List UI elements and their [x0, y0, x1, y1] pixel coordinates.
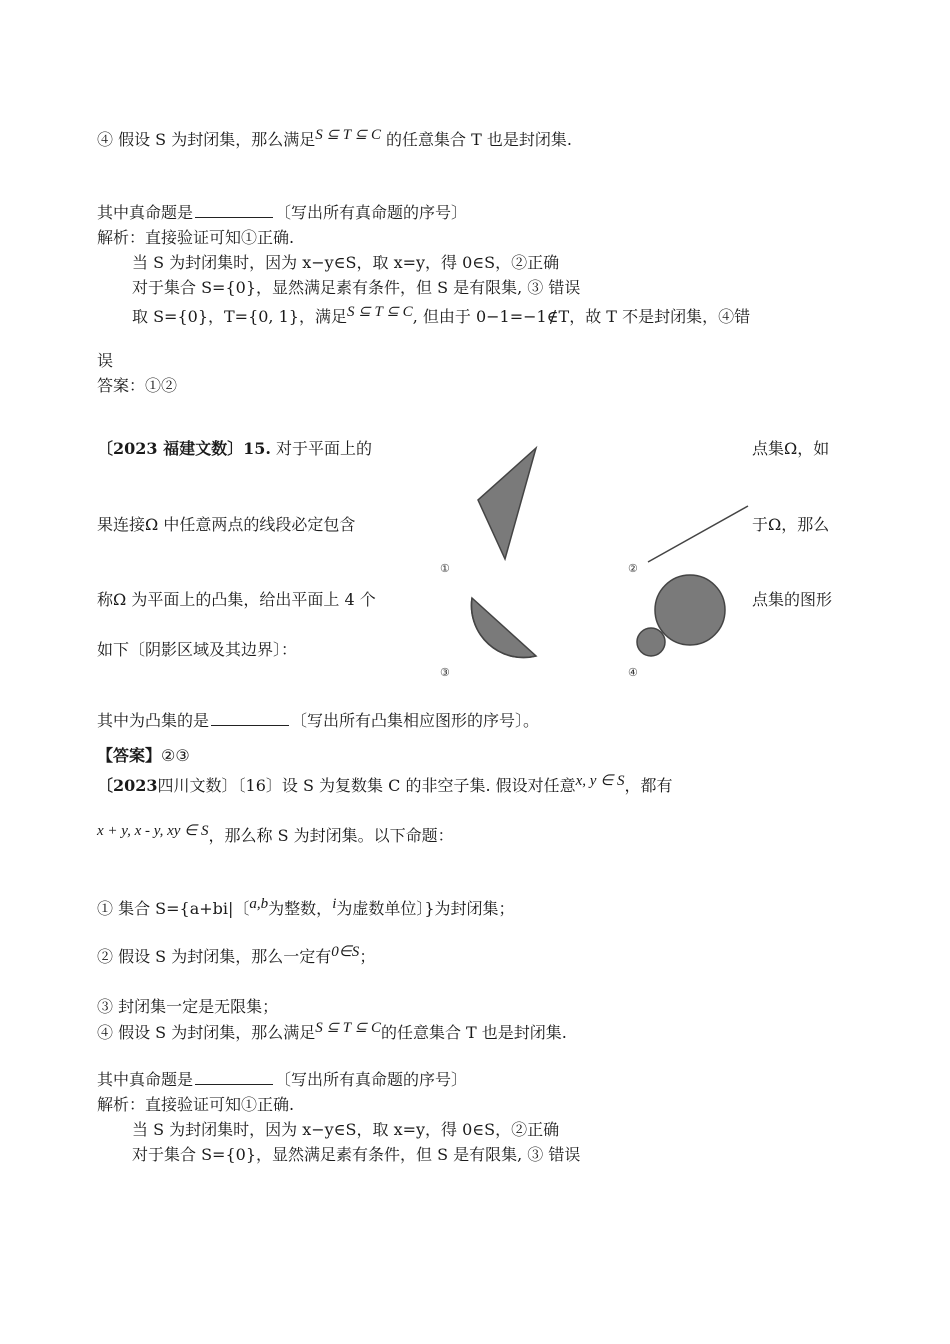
- analysis-line-2: 当 S 为封闭集时，因为 x−y∈S，取 x=y，得 0∈S，②正确: [132, 253, 560, 272]
- convex-set-figure: [430, 432, 750, 682]
- problem15-question: 其中为凸集的是 〔写出所有凸集相应图形的序号〕。: [97, 711, 540, 730]
- analysis-line-4-wrap: 误: [97, 351, 114, 370]
- item-4: [97, 129, 572, 152]
- problem16-analysis-2: 当 S 为封闭集时，因为 x−y∈S，取 x=y，得 0∈S，②正确: [132, 1120, 560, 1139]
- item-4-suffix: 的任意集合 T 也是封闭集.: [386, 130, 572, 149]
- analysis-line-4: 取 S={0}，T={0, 1}，满足S ⊆ T ⊆ C, 但由于 0−1=−1∉T，故 T 不是封闭集，④错: [132, 304, 751, 326]
- figure-2-segment: [648, 506, 748, 562]
- figure-2-label: ②: [628, 562, 638, 575]
- problem15-line2: 果连接Ω 中任意两点的线段必定包含: [97, 515, 356, 534]
- problem15-line1-right: 点集Ω，如: [752, 439, 830, 458]
- figure-3-label: ③: [440, 666, 450, 679]
- problem16-item-2: ② 假设 S 为封闭集，那么一定有0∈S；: [97, 944, 376, 966]
- problem16-header: 〔2023四川文数〕〔16〕设 S 为复数集 C 的非空子集. 假设对任意x, y ∈ S，都有: [97, 773, 673, 795]
- figure-4-large-circle: [655, 575, 725, 645]
- problem16-item-4: ④ 假设 S 为封闭集，那么满足S ⊆ T ⊆ C的任意集合 T 也是封闭集.: [97, 1020, 567, 1042]
- figure-4-label: ④: [628, 666, 638, 679]
- problem15-line4: 如下〔阴影区域及其边界〕：: [97, 640, 298, 659]
- figure-3-shape: [471, 598, 536, 658]
- analysis-line-3: 对于集合 S={0}，显然满足素有条件，但 S 是有限集, ③ 错误: [132, 278, 581, 297]
- answer-line: 答案：①②: [97, 376, 178, 395]
- figure-1-label: ①: [440, 562, 450, 575]
- problem16-analysis: 解析：直接验证可知①正确.: [97, 1095, 295, 1114]
- subset-chain-math: S ⊆ T ⊆ C: [315, 127, 381, 143]
- problem15-answer: 【答案】②③: [97, 746, 190, 765]
- problem16-question: 其中真命题是 〔写出所有真命题的序号〕: [97, 1070, 468, 1089]
- question-line: 其中真命题是 〔写出所有真命题的序号〕: [97, 203, 468, 222]
- problem-source: 〔2023 福建文数〕15.: [97, 439, 271, 458]
- problem15-line3: 称Ω 为平面上的凸集，给出平面上 4 个: [97, 590, 376, 609]
- problem15-line1: 〔2023 福建文数〕15. 对于平面上的: [97, 439, 373, 458]
- figure-4-small-circle: [637, 628, 665, 656]
- item-4-text: ④ 假设 S 为封闭集，那么满足: [97, 130, 316, 149]
- problem16-analysis-3: 对于集合 S={0}，显然满足素有条件，但 S 是有限集, ③ 错误: [132, 1145, 581, 1164]
- answer-blank: [211, 711, 289, 726]
- answer-blank: [195, 203, 273, 218]
- analysis-line: 解析：直接验证可知①正确.: [97, 228, 295, 247]
- problem15-line3-right: 点集的图形: [752, 590, 833, 609]
- problem16-ops-line: x + y, x - y, xy ∈ S，那么称 S 为封闭集。以下命题：: [97, 823, 454, 845]
- problem16-item-3: ③ 封闭集一定是无限集；: [97, 997, 279, 1016]
- figure-1-shape: [478, 448, 536, 559]
- problem16-item-1: ① 集合 S={a+bi|〔a,b为整数，i为虚数单位〕}为封闭集；: [97, 896, 515, 918]
- problem15-line2-right: 于Ω，那么: [752, 515, 830, 534]
- answer-blank: [195, 1070, 273, 1085]
- problem-source: 〔2023: [97, 776, 158, 795]
